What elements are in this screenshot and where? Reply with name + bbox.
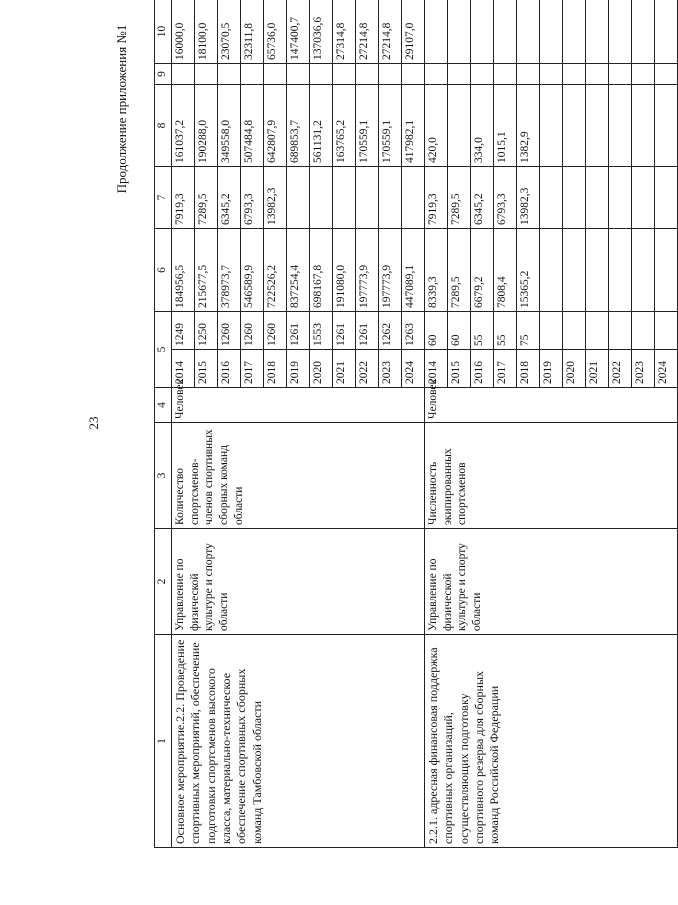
extrabudget-cell: [494, 0, 517, 64]
regional-cell: [609, 85, 632, 167]
total-cell: 837254,4: [287, 229, 310, 312]
municipal-cell: [379, 64, 402, 85]
municipal-cell: [402, 64, 425, 85]
total-cell: 8339,3: [425, 229, 448, 312]
municipal-cell: [517, 64, 540, 85]
municipal-cell: [195, 64, 218, 85]
regional-cell: 334,0: [471, 85, 494, 167]
year-cell: 2014: [425, 350, 448, 388]
indicator-cell: Количество спортсменов-членов спортивных сборных команд области: [172, 423, 425, 529]
federal-cell: 13982,3: [264, 167, 287, 229]
regional-cell: [586, 85, 609, 167]
indicator-value-cell: 1260: [241, 312, 264, 350]
header-col-7: 7: [155, 167, 172, 229]
indicator-value-cell: 1262: [379, 312, 402, 350]
municipal-cell: [264, 64, 287, 85]
indicator-value-cell: 55: [471, 312, 494, 350]
header-row: [155, 0, 172, 848]
indicator-value-cell: 1249: [172, 312, 195, 350]
total-cell: 722526,2: [264, 229, 287, 312]
federal-cell: 13982,3: [517, 167, 540, 229]
municipal-cell: [471, 64, 494, 85]
federal-cell: [540, 167, 563, 229]
indicator-value-cell: 1260: [218, 312, 241, 350]
municipal-cell: [333, 64, 356, 85]
municipal-cell: [241, 64, 264, 85]
municipal-cell: [425, 64, 448, 85]
regional-cell: 163765,2: [333, 85, 356, 167]
total-cell: 7808,4: [494, 229, 517, 312]
year-cell: 2022: [609, 350, 632, 388]
extrabudget-cell: 16000,0: [172, 0, 195, 64]
year-cell: 2018: [517, 350, 540, 388]
indicator-value-cell: 75: [517, 312, 540, 350]
federal-cell: 6793,3: [241, 167, 264, 229]
regional-cell: 349558,0: [218, 85, 241, 167]
extrabudget-cell: 18100,0: [195, 0, 218, 64]
total-cell: [655, 229, 678, 312]
total-cell: 6679,2: [471, 229, 494, 312]
responsible-cell: Управление по физической культуре и спорту области: [425, 529, 678, 635]
year-cell: 2017: [241, 350, 264, 388]
event-name-cell: Основное мероприятие.2.2. Проведение спортивных мероприятий, обеспечение подготовки спортсменов высокого класса, материально-техническое обеспечение спортивных сборных команд Тамбовской области: [172, 635, 425, 848]
municipal-cell: [632, 64, 655, 85]
municipal-cell: [563, 64, 586, 85]
appendix-caption-text: Продолжение приложения №1: [114, 24, 129, 194]
year-cell: 2015: [195, 350, 218, 388]
municipal-cell: [655, 64, 678, 85]
municipal-cell: [172, 64, 195, 85]
municipal-cell: [586, 64, 609, 85]
regional-cell: [540, 85, 563, 167]
regional-cell: 170559,1: [356, 85, 379, 167]
year-cell: 2020: [310, 350, 333, 388]
year-cell: 2016: [471, 350, 494, 388]
total-cell: [540, 229, 563, 312]
year-cell: 2022: [356, 350, 379, 388]
indicator-value-cell: 55: [494, 312, 517, 350]
indicator-value-cell: [563, 312, 586, 350]
year-cell: 2019: [540, 350, 563, 388]
total-cell: [563, 229, 586, 312]
federal-cell: [356, 167, 379, 229]
municipal-cell: [310, 64, 333, 85]
indicator-value-cell: [586, 312, 609, 350]
federal-cell: [563, 167, 586, 229]
regional-cell: 561131,2: [310, 85, 333, 167]
extrabudget-cell: [609, 0, 632, 64]
federal-cell: 7289,5: [195, 167, 218, 229]
extrabudget-cell: 65736,0: [264, 0, 287, 64]
year-cell: 2017: [494, 350, 517, 388]
total-cell: 698167,8: [310, 229, 333, 312]
indicator-value-cell: 60: [448, 312, 471, 350]
regional-cell: 507484,8: [241, 85, 264, 167]
unit-cell: Человек: [425, 388, 678, 423]
year-cell: 2016: [218, 350, 241, 388]
extrabudget-cell: [425, 0, 448, 64]
total-cell: [609, 229, 632, 312]
indicator-table: [154, 0, 678, 848]
extrabudget-cell: 29107,0: [402, 0, 425, 64]
regional-cell: [563, 85, 586, 167]
federal-cell: 7919,3: [172, 167, 195, 229]
extrabudget-cell: 137036,6: [310, 0, 333, 64]
extrabudget-cell: 27214,8: [379, 0, 402, 64]
indicator-value-cell: 1261: [333, 312, 356, 350]
regional-cell: 170559,1: [379, 85, 402, 167]
extrabudget-cell: [655, 0, 678, 64]
federal-cell: [586, 167, 609, 229]
table-rotated: [154, 16, 669, 848]
total-cell: 378973,7: [218, 229, 241, 312]
municipal-cell: [494, 64, 517, 85]
extrabudget-cell: [586, 0, 609, 64]
header-col-3: 3: [155, 423, 172, 529]
extrabudget-cell: 32311,8: [241, 0, 264, 64]
year-cell: 2019: [287, 350, 310, 388]
regional-cell: 161037,2: [172, 85, 195, 167]
total-cell: 197773,9: [379, 229, 402, 312]
indicator-value-cell: 1250: [195, 312, 218, 350]
municipal-cell: [356, 64, 379, 85]
appendix-caption: [112, 4, 132, 214]
header-col-1: 1: [155, 635, 172, 848]
extrabudget-cell: [563, 0, 586, 64]
regional-cell: 1382,9: [517, 85, 540, 167]
total-cell: 447089,1: [402, 229, 425, 312]
year-cell: 2024: [402, 350, 425, 388]
federal-cell: 7289,5: [448, 167, 471, 229]
municipal-cell: [287, 64, 310, 85]
unit-cell: Человек: [172, 388, 425, 423]
header-col-9: 9: [155, 64, 172, 85]
regional-cell: 190288,0: [195, 85, 218, 167]
event-name-cell: 2.2.1. адресная финансовая поддержка спортивных организаций, осуществляющих подготовку спортивного резерва для сборных команд Российской Федерации: [425, 635, 678, 848]
year-cell: 2021: [333, 350, 356, 388]
federal-cell: [609, 167, 632, 229]
extrabudget-cell: 23070,5: [218, 0, 241, 64]
responsible-cell: Управление по физической культуре и спорту области: [172, 529, 425, 635]
total-cell: [632, 229, 655, 312]
federal-cell: 7919,3: [425, 167, 448, 229]
year-cell: 2024: [655, 350, 678, 388]
header-col-10: 10: [155, 0, 172, 64]
year-cell: 2023: [379, 350, 402, 388]
federal-cell: [310, 167, 333, 229]
indicator-value-cell: 1261: [287, 312, 310, 350]
year-cell: 2014: [172, 350, 195, 388]
federal-cell: [333, 167, 356, 229]
extrabudget-cell: [517, 0, 540, 64]
header-col-8: 8: [155, 85, 172, 167]
federal-cell: [402, 167, 425, 229]
table-row: [172, 0, 195, 848]
year-cell: 2020: [563, 350, 586, 388]
indicator-value-cell: [632, 312, 655, 350]
regional-cell: 642807,9: [264, 85, 287, 167]
indicator-value-cell: 1553: [310, 312, 333, 350]
total-cell: 15365,2: [517, 229, 540, 312]
indicator-value-cell: 1261: [356, 312, 379, 350]
total-cell: 197773,9: [356, 229, 379, 312]
federal-cell: 6345,2: [218, 167, 241, 229]
extrabudget-cell: 27314,8: [333, 0, 356, 64]
total-cell: 215677,5: [195, 229, 218, 312]
federal-cell: 6345,2: [471, 167, 494, 229]
table-body: [172, 0, 678, 848]
total-cell: [586, 229, 609, 312]
indicator-value-cell: [655, 312, 678, 350]
header-col-6: 6: [155, 229, 172, 312]
year-cell: 2015: [448, 350, 471, 388]
municipal-cell: [448, 64, 471, 85]
extrabudget-cell: 147400,7: [287, 0, 310, 64]
federal-cell: [379, 167, 402, 229]
page-number: 23: [86, 416, 101, 430]
header-col-2: 2: [155, 529, 172, 635]
indicator-value-cell: 1260: [264, 312, 287, 350]
regional-cell: 420,0: [425, 85, 448, 167]
indicator-value-cell: [540, 312, 563, 350]
year-cell: 2018: [264, 350, 287, 388]
municipal-cell: [218, 64, 241, 85]
extrabudget-cell: [471, 0, 494, 64]
federal-cell: [632, 167, 655, 229]
federal-cell: [287, 167, 310, 229]
federal-cell: [655, 167, 678, 229]
header-col-5: 5: [155, 312, 172, 388]
indicator-value-cell: 1263: [402, 312, 425, 350]
regional-cell: [632, 85, 655, 167]
indicator-value-cell: [609, 312, 632, 350]
total-cell: 184956,5: [172, 229, 195, 312]
municipal-cell: [609, 64, 632, 85]
extrabudget-cell: [448, 0, 471, 64]
extrabudget-cell: [540, 0, 563, 64]
indicator-cell: Численность экипированных спортсменов: [425, 423, 678, 529]
indicator-value-cell: 60: [425, 312, 448, 350]
municipal-cell: [540, 64, 563, 85]
total-cell: 546589,9: [241, 229, 264, 312]
extrabudget-cell: 27214,8: [356, 0, 379, 64]
total-cell: 7289,5: [448, 229, 471, 312]
extrabudget-cell: [632, 0, 655, 64]
federal-cell: 6793,3: [494, 167, 517, 229]
year-cell: 2023: [632, 350, 655, 388]
regional-cell: [655, 85, 678, 167]
table-row: [425, 0, 448, 848]
regional-cell: 417982,1: [402, 85, 425, 167]
regional-cell: 689853,7: [287, 85, 310, 167]
header-col-4: 4: [155, 388, 172, 423]
total-cell: 191080,0: [333, 229, 356, 312]
regional-cell: [448, 85, 471, 167]
year-cell: 2021: [586, 350, 609, 388]
regional-cell: 1015,1: [494, 85, 517, 167]
